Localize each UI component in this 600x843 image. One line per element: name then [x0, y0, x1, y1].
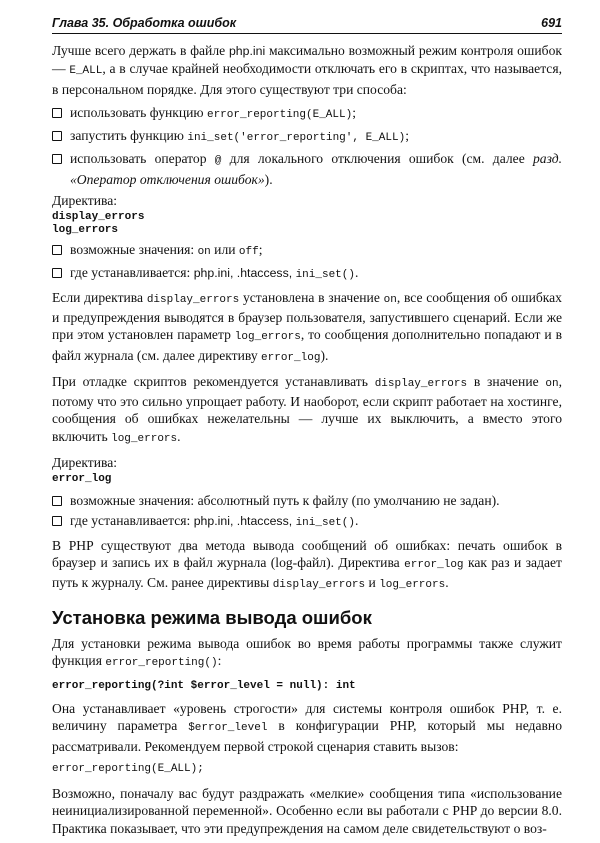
- directive1-props: [52, 241, 562, 285]
- list-item: запустить функцию ini_set('error_reporting', E_ALL);: [52, 127, 562, 147]
- paragraph: Если директива display_errors установлена в значение on, все сообщения об ошибках и предупреждения выводятся в браузер пользователя, запустившего сценарий. Если же при этом установлен параметр log_errors, то сообщения дополнительно попадают и в файл журнала (см. далее директиву error_log).: [52, 289, 562, 364]
- directive-label: Директива:: [52, 193, 118, 209]
- list-item: возможные значения: абсолютный путь к файлу (по умолчанию не задан).: [52, 492, 562, 509]
- intro-paragraph: Лучше всего держать в файле php.ini максимально возможный режим контроля ошибок — E_ALL, а в случае крайней необходимости отключать его в скриптах, что называется, в персональном порядке. Для этого существуют три способа:: [52, 43, 562, 97]
- checkbox-bullet-icon: [52, 131, 62, 141]
- checkbox-bullet-icon: [52, 516, 62, 526]
- directive-name: log_errors: [52, 224, 119, 237]
- checkbox-bullet-icon: [52, 268, 62, 278]
- checkbox-bullet-icon: [52, 245, 62, 255]
- list-item: использовать оператор @ для локального отключения ошибок (см. далее разд. «Оператор отключения ошибок»).: [52, 150, 562, 188]
- list-item: возможные значения: on или off;: [52, 241, 562, 261]
- list-item: где устанавливается: php.ini, .htaccess, ini_set().: [52, 264, 562, 284]
- paragraph: Возможно, поначалу вас будут раздражать «мелкие» сообщения типа «использование неинициализированной переменной». Особенно если вы работали с PHP до версии 8.0. Практика показывает, что эти предупреждения на самом деле свидетельствуют о воз-: [52, 786, 562, 836]
- paragraph: При отладке скриптов рекомендуется устанавливать display_errors в значение on, потому что это сильно упрощает работу. И наоборот, если скрипт работает на хостинге, сообщения об ошибках нежелательны — лучше их выключить, а вместо этого включить log_errors.: [52, 373, 562, 445]
- directive-name: error_log: [52, 473, 112, 486]
- page-header: [52, 16, 562, 34]
- directive-name: display_errors: [52, 211, 145, 224]
- directive-label: Директива:: [52, 455, 118, 471]
- page-number: 691: [541, 16, 562, 30]
- checkbox-bullet-icon: [52, 108, 62, 118]
- book-page: [52, 16, 562, 843]
- checkbox-bullet-icon: [52, 496, 62, 506]
- paragraph: В PHP существуют два метода вывода сообщений об ошибках: печать ошибок в браузер и запись их в файл журнала (log-файл). Директива error_log как раз и задает путь к журналу. См. ранее директивы display_errors и log_errors.: [52, 537, 562, 592]
- chapter-title: Глава 35. Обработка ошибок: [52, 16, 237, 30]
- checkbox-bullet-icon: [52, 154, 62, 164]
- function-signature: error_reporting(?int $error_level = null): int: [52, 680, 356, 693]
- code-sample: error_reporting(E_ALL);: [52, 763, 204, 776]
- directive2-props: [52, 492, 562, 533]
- paragraph: Она устанавливает «уровень строгости» для системы контроля ошибок PHP, т. е. величину параметра $error_level в конфигурации PHP, который мы недавно рассматривали. Рекомендуем первой строкой сценария ставить вызов:: [52, 701, 562, 754]
- paragraph: Для установки режима вывода ошибок во время работы программы также служит функция error_reporting():: [52, 635, 562, 669]
- section-heading: Установка режима вывода ошибок: [52, 606, 372, 628]
- list-item: использовать функцию error_reporting(E_ALL);: [52, 104, 562, 124]
- ways-list: [52, 104, 562, 188]
- list-item: где устанавливается: php.ini, .htaccess, ini_set().: [52, 512, 562, 532]
